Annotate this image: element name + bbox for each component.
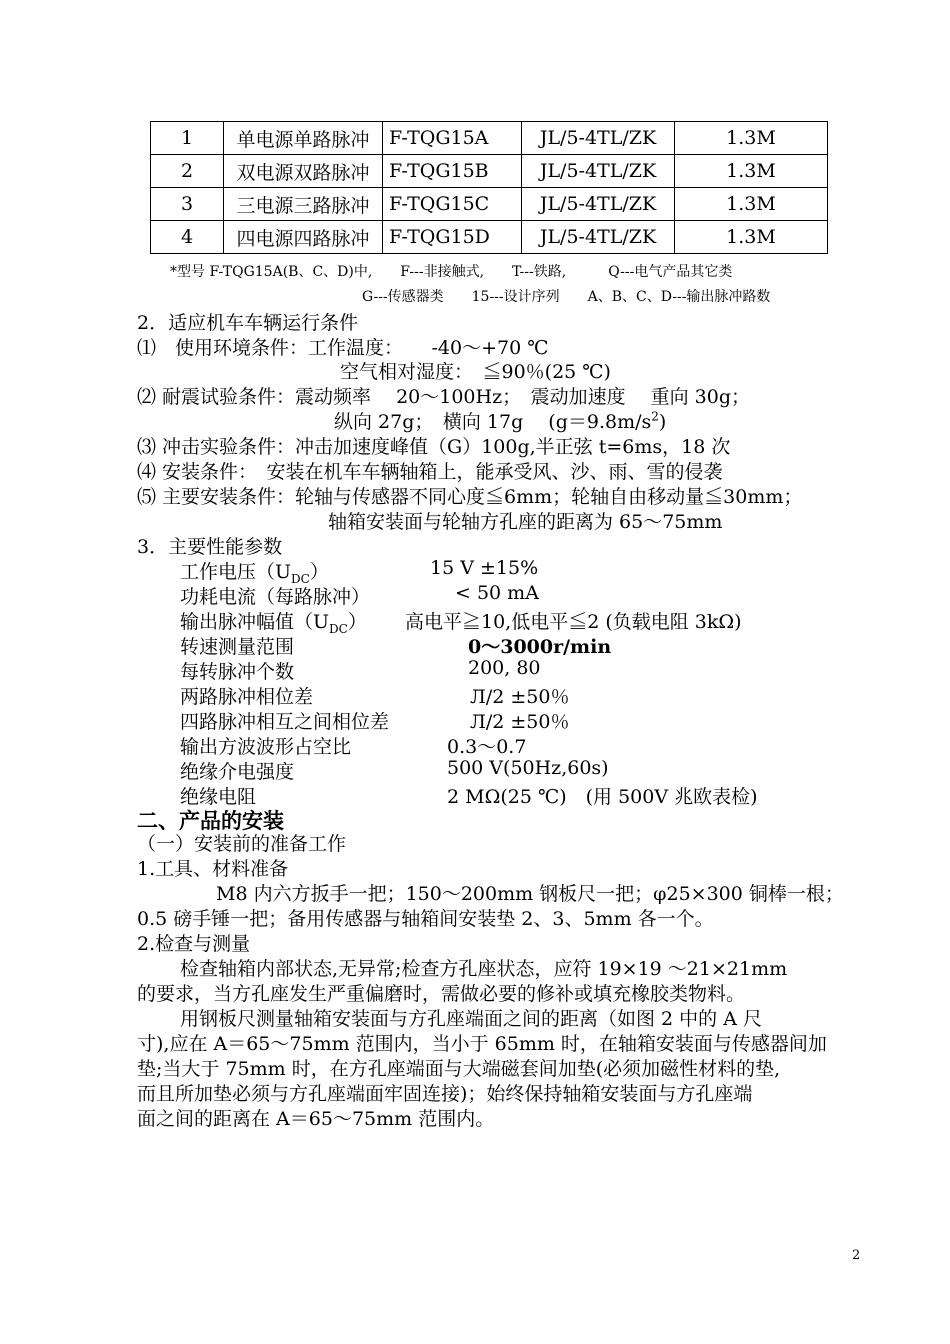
table-row [151,122,828,155]
param-label-sub: DC [291,571,310,586]
page-number: 2 [852,1248,861,1263]
sec2-line-1: ⑴ 使用环境条件：工作温度： -40～+70 ℃ [137,337,549,359]
product-name-cell: 单电源单路脉冲 [224,122,383,155]
param-value: Л/2 ±50％ [470,711,570,733]
check-line-2: 的要求，当方孔座发生严重偏磨时，需做必要的修补或填充橡胶类物料。 [137,983,746,1005]
measure-line-3: 垫;当大于 75mm 时，在方孔座端面与大端磁套间加垫(必须加磁性材料的垫, [137,1058,781,1080]
row-index-cell: 3 [151,188,224,221]
tools-heading: 1.工具、材料准备 [137,858,289,880]
param-label-text: 绝缘介电强度 [180,761,295,783]
connector-cell: JL/5-4TL/ZK [522,122,675,155]
install-subheading: （一）安装前的准备工作 [137,833,347,855]
note-line-1: *型号 F-TQG15A(B、C、D)中, F---非接触式, T---铁路, Q---电气产品其它类 [170,264,733,280]
product-name-cell: 双电源双路脉冲 [224,155,383,188]
param-value: 500 V(50Hz,60s) [447,757,609,779]
param-value: 15 V ±15% [430,557,539,579]
param-label [180,682,313,709]
param-value: < 50 mA [455,582,539,604]
param-label [180,732,351,759]
param-label-text: 输出脉冲幅值（U [180,611,330,633]
tools-line-1: M8 内六方扳手一把；150～200mm 钢板尺一把；φ25×300 铜棒一根； [216,883,844,905]
table-row [151,221,828,254]
param-value: 高电平≧10,低电平≦2 (负载电阻 3kΩ) [405,611,742,633]
sec2-line-2: 空气相对湿度： ≦90％(25 ℃) [340,361,611,383]
param-label [180,632,294,659]
sec2-line-6: ⑷ 安装条件： 安装在机车车辆轴箱上，能承受风、沙、雨、雪的侵袭 [137,461,723,483]
sec2-line-7: ⑸ 主要安装条件：轮轴与传感器不同心度≦6mm；轮轴自由移动量≦30mm； [137,486,803,508]
cable-length-cell: 1.3M [675,221,828,254]
section-2-heading: 2．适应机车车辆运行条件 [137,312,359,334]
param-label-end: ） [309,561,329,583]
param-label [180,657,294,684]
cable-length-cell: 1.3M [675,122,828,155]
param-label-text: 工作电压（U [180,561,292,583]
param-label-text: 两路脉冲相位差 [180,686,314,708]
measure-line-2: 寸),应在 A＝65～75mm 范围内，当小于 65mm 时，在轴箱安装面与传感器间加 [137,1033,827,1055]
sec2-line-4-sup: 2 [651,409,659,424]
row-index-cell: 4 [151,221,224,254]
sec2-line-5: ⑶ 冲击实验条件：冲击加速度峰值（G）100g,半正弦 t=6ms，18 次 [137,436,731,458]
param-label-text: 四路脉冲相互之间相位差 [180,711,390,733]
param-label-text: 输出方波波形占空比 [180,736,352,758]
model-number-cell: F-TQG15C [383,188,522,221]
param-label [180,707,389,734]
check-heading: 2.检查与测量 [137,933,251,955]
measure-line-4: 而且所加垫必须与方孔座端面牢固连接)；始终保持轴箱安装面与方孔座端 [137,1083,753,1105]
connector-cell: JL/5-4TL/ZK [522,221,675,254]
cable-length-cell: 1.3M [675,155,828,188]
table-row [151,155,828,188]
sec2-line-8: 轴箱安装面与轮轴方孔座的距离为 65～75mm [328,511,723,533]
model-number-cell: F-TQG15D [383,221,522,254]
param-label-text: 每转脉冲个数 [180,661,295,683]
product-name-cell: 四电源四路脉冲 [224,221,383,254]
sec2-line-4 [334,407,666,434]
param-value: 0.3～0.7 [447,736,527,758]
install-heading: 二、产品的安装 [137,808,284,833]
note-line-2: G---传感器类 15---设计序列 A、B、C、D---输出脉冲路数 [362,289,771,305]
param-label-text: 转速测量范围 [180,636,295,658]
row-index-cell: 2 [151,155,224,188]
connector-cell: JL/5-4TL/ZK [522,155,675,188]
param-label [180,582,370,609]
param-value: Л/2 ±50％ [470,686,570,708]
param-value: 0～3000r/min [468,636,612,658]
param-label-text: 绝缘电阻 [180,786,257,808]
cable-length-cell: 1.3M [675,188,828,221]
connector-cell: JL/5-4TL/ZK [522,188,675,221]
product-name-cell: 三电源三路脉冲 [224,188,383,221]
sec2-line-3: ⑵ 耐震试验条件：震动频率 20～100Hz； 震动加速度 重向 30g； [137,386,751,408]
param-label-sub: DC [329,621,348,636]
measure-line-5: 面之间的距离在 A＝65～75mm 范围内。 [137,1108,495,1130]
param-label [180,757,294,784]
sec2-line-4-text: 纵向 27g； 横向 17g (g＝9.8m/s [334,411,652,433]
tools-line-2: 0.5 磅手锤一把；备用传感器与轴箱间安装垫 2、3、5mm 各一个。 [137,908,714,930]
section-3-heading: 3．主要性能参数 [137,536,283,558]
sec2-line-4-end: ) [658,411,667,433]
check-line-1: 检查轴箱内部状态,无异常;检查方孔座状态，应符 19×19 ～21×21mm [180,958,788,980]
param-value: 200, 80 [468,657,541,679]
param-label-end: ） [347,611,367,633]
param-value: 2 MΩ(25 ℃) (用 500V 兆欧表检) [447,786,758,808]
param-label-text: 功耗电流（每路脉冲） [180,586,371,608]
model-table [150,121,828,254]
model-number-cell: F-TQG15A [383,122,522,155]
measure-line-1: 用钢板尺测量轴箱安装面与方孔座端面之间的距离（如图 2 中的 A 尺 [180,1008,762,1030]
model-number-cell: F-TQG15B [383,155,522,188]
row-index-cell: 1 [151,122,224,155]
table-row [151,188,828,221]
